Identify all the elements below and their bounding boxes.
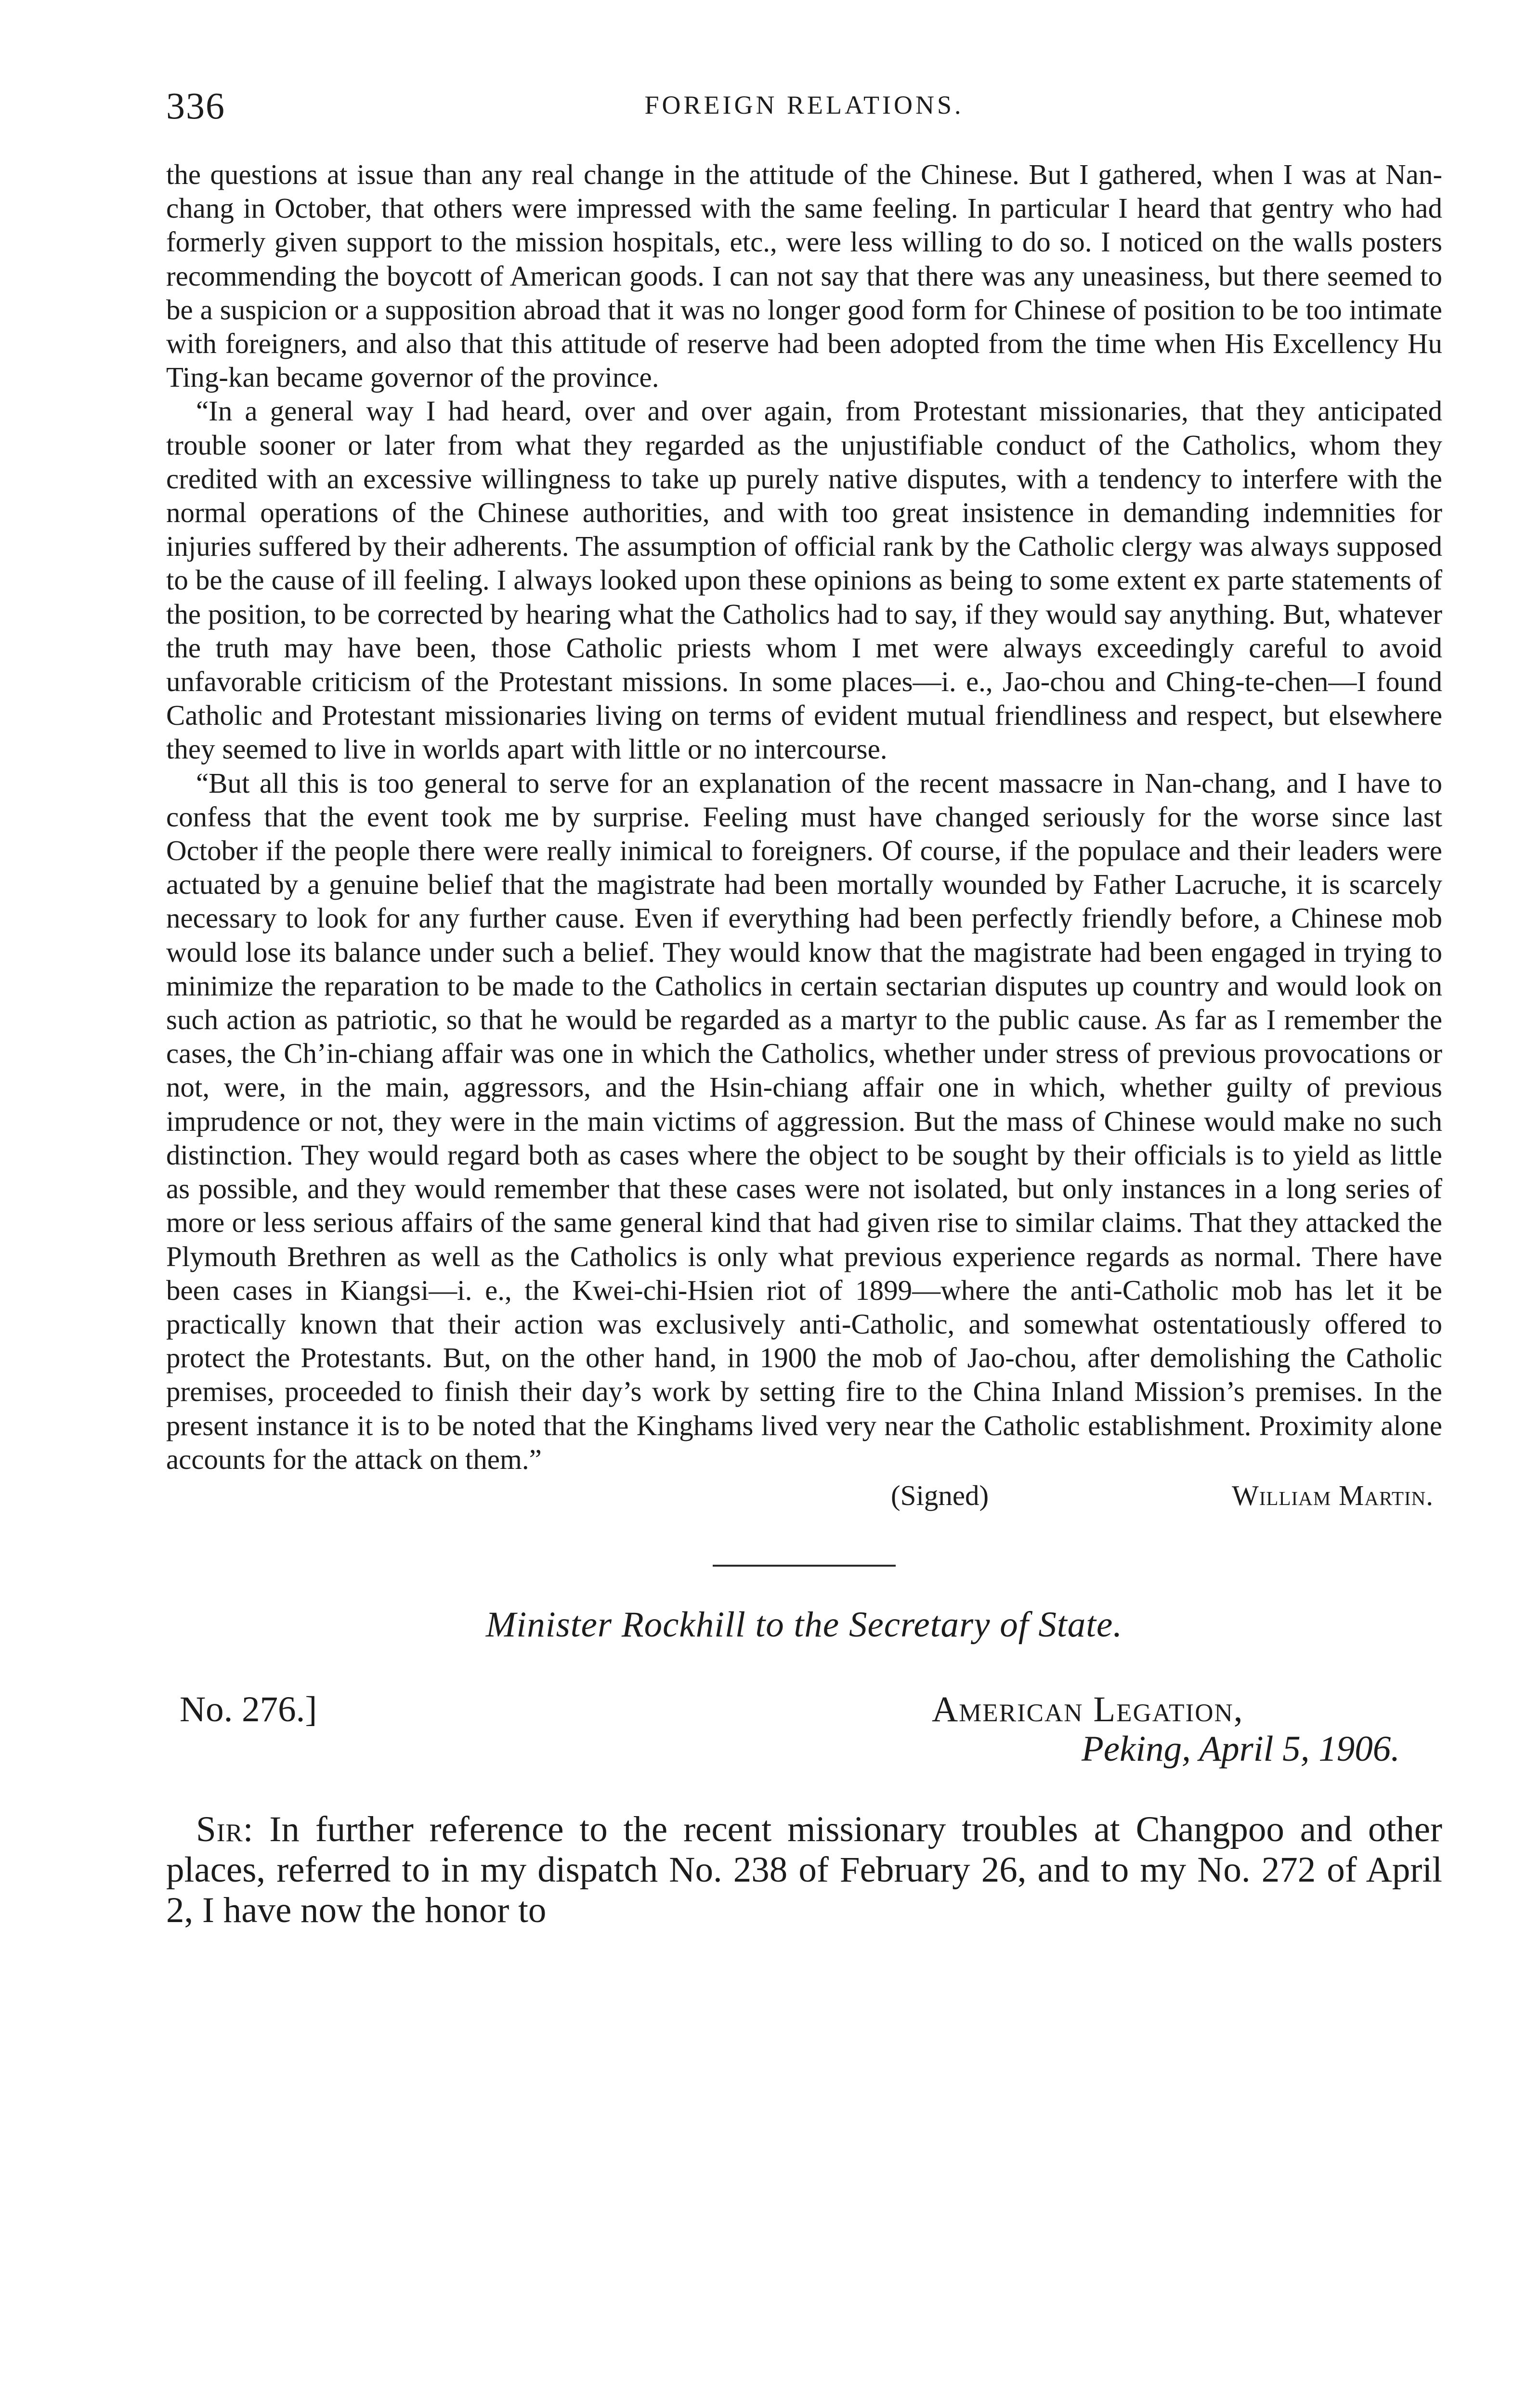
legation-name: American Legation,	[932, 1689, 1244, 1729]
dispatch-opening-paragraph	[166, 1809, 1442, 1931]
document-page	[166, 84, 1442, 1931]
section-divider	[713, 1565, 896, 1567]
salutation: Sir:	[196, 1809, 254, 1849]
dispatch-opening-text: In further reference to the recent missionary troubles at Changpoo and other places, referred to in my dispatch No. 238 of February 26, and to my No. 272 of April 2, I have now the honor to	[166, 1809, 1442, 1930]
letter-body	[166, 157, 1442, 1476]
dispatch-header	[166, 1689, 1442, 1809]
signed-label: (Signed)	[891, 1479, 989, 1511]
running-head	[166, 84, 1442, 137]
dispatch-number: No. 276.]	[180, 1689, 317, 1729]
place-date: Peking, April 5, 1906.	[1081, 1728, 1400, 1769]
dispatch-body	[166, 1809, 1442, 1931]
page-number: 336	[166, 85, 225, 127]
letter-paragraph-3: “But all this is too general to serve for an explanation of the recent massacre in Nan-chang, and I have to confess that the event took me by surprise. Feeling must have changed seriously for the worse since last October if the people there were really inimical to foreigners. Of course, if the populace and their leaders were actuated by a genuine belief that the magistrate had been mortally wounded by Father Lacruche, it is scarcely necessary to look for any further cause. Even if everything had been perfectly friendly before, a Chinese mob would lose its balance under such a belief. They would know that the magistrate had been engaged in trying to minimize the reparation to be made to the Catholics in certain sectarian disputes up country and would look on such action as patriotic, so that he would be regarded as a martyr to the public cause. As far as I remember the cases, the Ch’in-chiang affair was one in which the Catholics, whether under stress of previous provocations or not, were, in the main, aggressors, and the Hsin-chiang affair one in which, whether guilty of previous imprudence or not, they were in the main victims of aggression. But the mass of Chinese would make no such distinction. They would regard both as cases where the object to be sought by their officials is to yield as little as possible, and they would remember that these cases were not isolated, but only instances in a long series of more or less serious affairs of the same general kind that had given rise to similar claims. That they attacked the Plymouth Brethren as well as the Catholics is only what previous experience regards as normal. There have been cases in Kiangsi—i. e., the Kwei-chi-Hsien riot of 1899—where the anti-Catholic mob has let it be practically known that their action was exclusively anti-Catholic, and somewhat ostentatiously offered to protect the Protestants. But, on the other hand, in 1900 the mob of Jao-chou, after demolishing the Catholic premises, proceeded to finish their day’s work by setting fire to the China Inland Mission’s premises. In the present instance it is to be noted that the Kinghams lived very near the Catholic establishment. Proximity alone accounts for the attack on them.”	[166, 767, 1442, 1475]
signer-name: William Martin.	[1232, 1479, 1434, 1511]
running-title: FOREIGN RELATIONS.	[644, 91, 964, 119]
signature-line	[166, 1479, 1442, 1517]
dispatch-title: Minister Rockhill to the Secretary of State.	[485, 1604, 1123, 1645]
letter-paragraph-1: the questions at issue than any real change in the attitude of the Chinese. But I gathered, when I was at Nan-chang in October, that others were impressed with the same feeling. In particular I heard that gentry who had formerly given support to the mission hospitals, etc., were less willing to do so. I noticed on the walls posters recommending the boycott of American goods. I can not say that there was any uneasiness, but there seemed to be a suspicion or a supposition abroad that it was no longer good form for Chinese of position to be too intimate with foreigners, and also that this attitude of reserve had been adopted from the time when His Excellency Hu Ting-kan became governor of the province.	[166, 158, 1442, 393]
letter-paragraph-2: “In a general way I had heard, over and over again, from Protestant missionaries, that they anticipated trouble sooner or later from what they regarded as the unjustifiable conduct of the Catholics, whom they credited with an excessive willingness to take up purely native disputes, with a tendency to interfere with the normal operations of the Chinese authorities, and with too great insistence in demanding indemnities for injuries suffered by their adherents. The assumption of official rank by the Catholic clergy was always supposed to be the cause of ill feeling. I always looked upon these opinions as being to some extent ex parte statements of the position, to be corrected by hearing what the Catholics had to say, if they would say anything. But, whatever the truth may have been, those Catholic priests whom I met were always exceedingly careful to avoid unfavorable criticism of the Protestant missions. In some places—i. e., Jao-chou and Ching-te-chen—I found Catholic and Protestant missionaries living on terms of evident mutual friendliness and respect, but elsewhere they seemed to live in worlds apart with little or no intercourse.	[166, 395, 1442, 765]
